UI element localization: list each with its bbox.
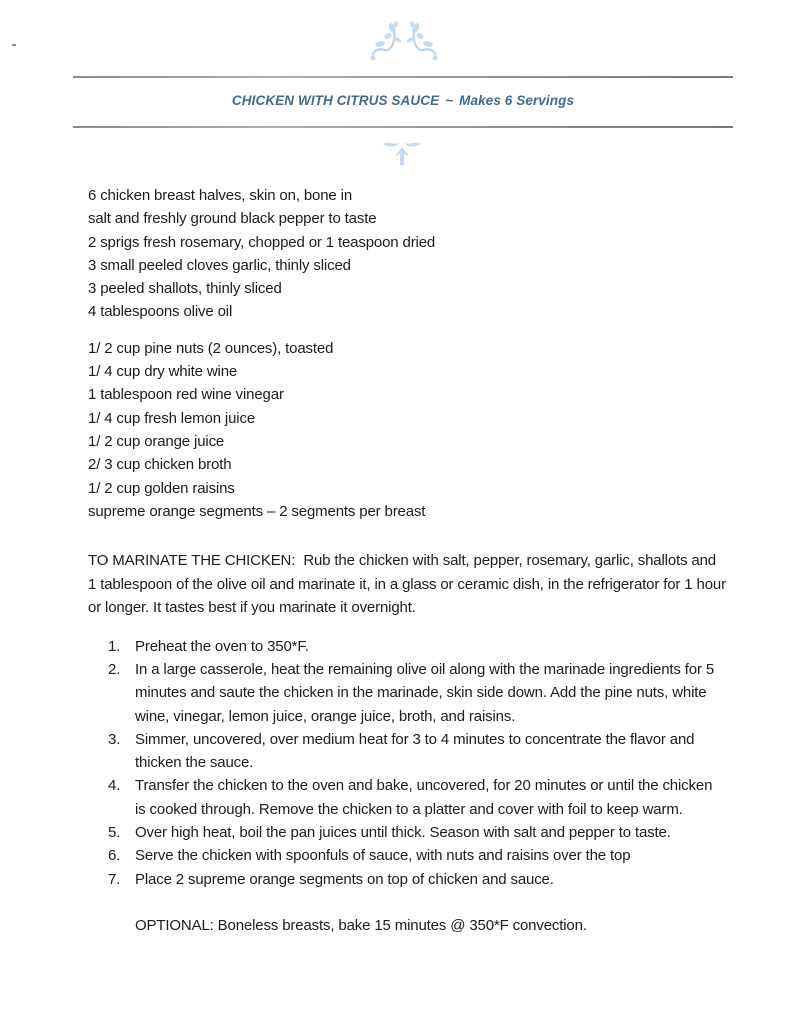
step-text: Place 2 supreme orange segments on top of chicken and sauce. bbox=[135, 870, 554, 888]
ingredient-item: 3 peeled shallots, thinly sliced bbox=[88, 280, 282, 298]
marinate-paragraph bbox=[88, 549, 728, 620]
fleur-ornament-icon bbox=[381, 139, 423, 167]
ingredient-item: supreme orange segments – 2 segments per breast bbox=[88, 502, 426, 520]
header-rule-bottom bbox=[73, 126, 733, 128]
step-item bbox=[88, 635, 725, 658]
step-item bbox=[88, 844, 725, 867]
ingredient-item: 2/ 3 cup chicken broth bbox=[88, 456, 232, 474]
step-number: 3. bbox=[108, 730, 121, 748]
ingredient-item: 1/ 4 cup fresh lemon juice bbox=[88, 409, 256, 427]
step-text: Preheat the oven to 350*F. bbox=[135, 637, 309, 655]
ingredient-item: 3 small peeled cloves garlic, thinly sliced bbox=[88, 256, 351, 274]
recipe-name: CHICKEN WITH CITRUS SAUCE bbox=[231, 93, 440, 108]
servings-label: Makes 6 Servings bbox=[459, 93, 575, 108]
step-text: Over high heat, boil the pan juices until thick. Season with salt and pepper to taste. bbox=[135, 824, 671, 842]
step-item bbox=[88, 658, 725, 728]
ingredient-item: 1/ 2 cup pine nuts (2 ounces), toasted bbox=[88, 339, 334, 357]
recipe-title bbox=[73, 93, 733, 108]
title-separator: ~ bbox=[445, 93, 454, 108]
scan-speck bbox=[12, 44, 16, 46]
step-item bbox=[88, 774, 725, 821]
optional-note: OPTIONAL: Boneless breasts, bake 15 minutes @ 350*F convection. bbox=[135, 916, 587, 934]
step-item bbox=[88, 728, 725, 775]
step-item bbox=[88, 868, 725, 891]
marinate-text: Rub the chicken with salt, pepper, rosemary, garlic, shallots and 1 tablespoon of the olive oil and marinate it, in a glass or ceramic dish, in the refrigerator for 1 hour or longer. It tastes best if you marinate it overnight. bbox=[88, 552, 726, 617]
step-text: Transfer the chicken to the oven and bake, uncovered, for 20 minutes or until the chicken is cooked through. Remove the chicken to a platter and cover with foil to keep warm. bbox=[135, 777, 713, 818]
ingredient-item: 1/ 4 cup dry white wine bbox=[88, 363, 238, 381]
step-number: 1. bbox=[108, 637, 121, 655]
step-item bbox=[88, 821, 725, 844]
ingredient-item: 1/ 2 cup golden raisins bbox=[88, 479, 235, 497]
ingredient-item: salt and freshly ground black pepper to taste bbox=[88, 210, 377, 228]
step-text: Serve the chicken with spoonfuls of sauce, with nuts and raisins over the top bbox=[135, 847, 631, 865]
header-rule-top bbox=[73, 76, 733, 78]
ingredient-item: 1/ 2 cup orange juice bbox=[88, 432, 225, 450]
ingredient-list-main bbox=[88, 184, 748, 324]
step-number: 6. bbox=[108, 847, 121, 865]
step-number: 4. bbox=[108, 777, 121, 795]
ingredient-item: 4 tablespoons olive oil bbox=[88, 303, 233, 321]
instruction-steps bbox=[88, 635, 748, 891]
ingredient-list-sauce bbox=[88, 337, 748, 523]
step-text: In a large casserole, heat the remaining olive oil along with the marinade ingredients for 5 minutes and saute the chicken in the marinade, skin side down. Add the pine nuts, white wine, vinegar, lemon juice, orange juice, broth, and raisins. bbox=[135, 660, 715, 725]
step-number: 7. bbox=[108, 870, 121, 888]
step-number: 2. bbox=[108, 660, 121, 678]
ingredient-item: 6 chicken breast halves, skin on, bone in bbox=[88, 187, 353, 204]
marinate-heading: TO MARINATE THE CHICKEN: bbox=[88, 552, 296, 570]
step-text: Simmer, uncovered, over medium heat for 3 to 4 minutes to concentrate the flavor and thicken the sauce. bbox=[135, 730, 695, 772]
step-number: 5. bbox=[108, 824, 121, 842]
recipe-body bbox=[88, 184, 748, 937]
ingredient-item: 2 sprigs fresh rosemary, chopped or 1 teaspoon dried bbox=[88, 233, 436, 251]
ingredient-item: 1 tablespoon red wine vinegar bbox=[88, 386, 284, 404]
floral-ornament-icon bbox=[366, 18, 442, 64]
